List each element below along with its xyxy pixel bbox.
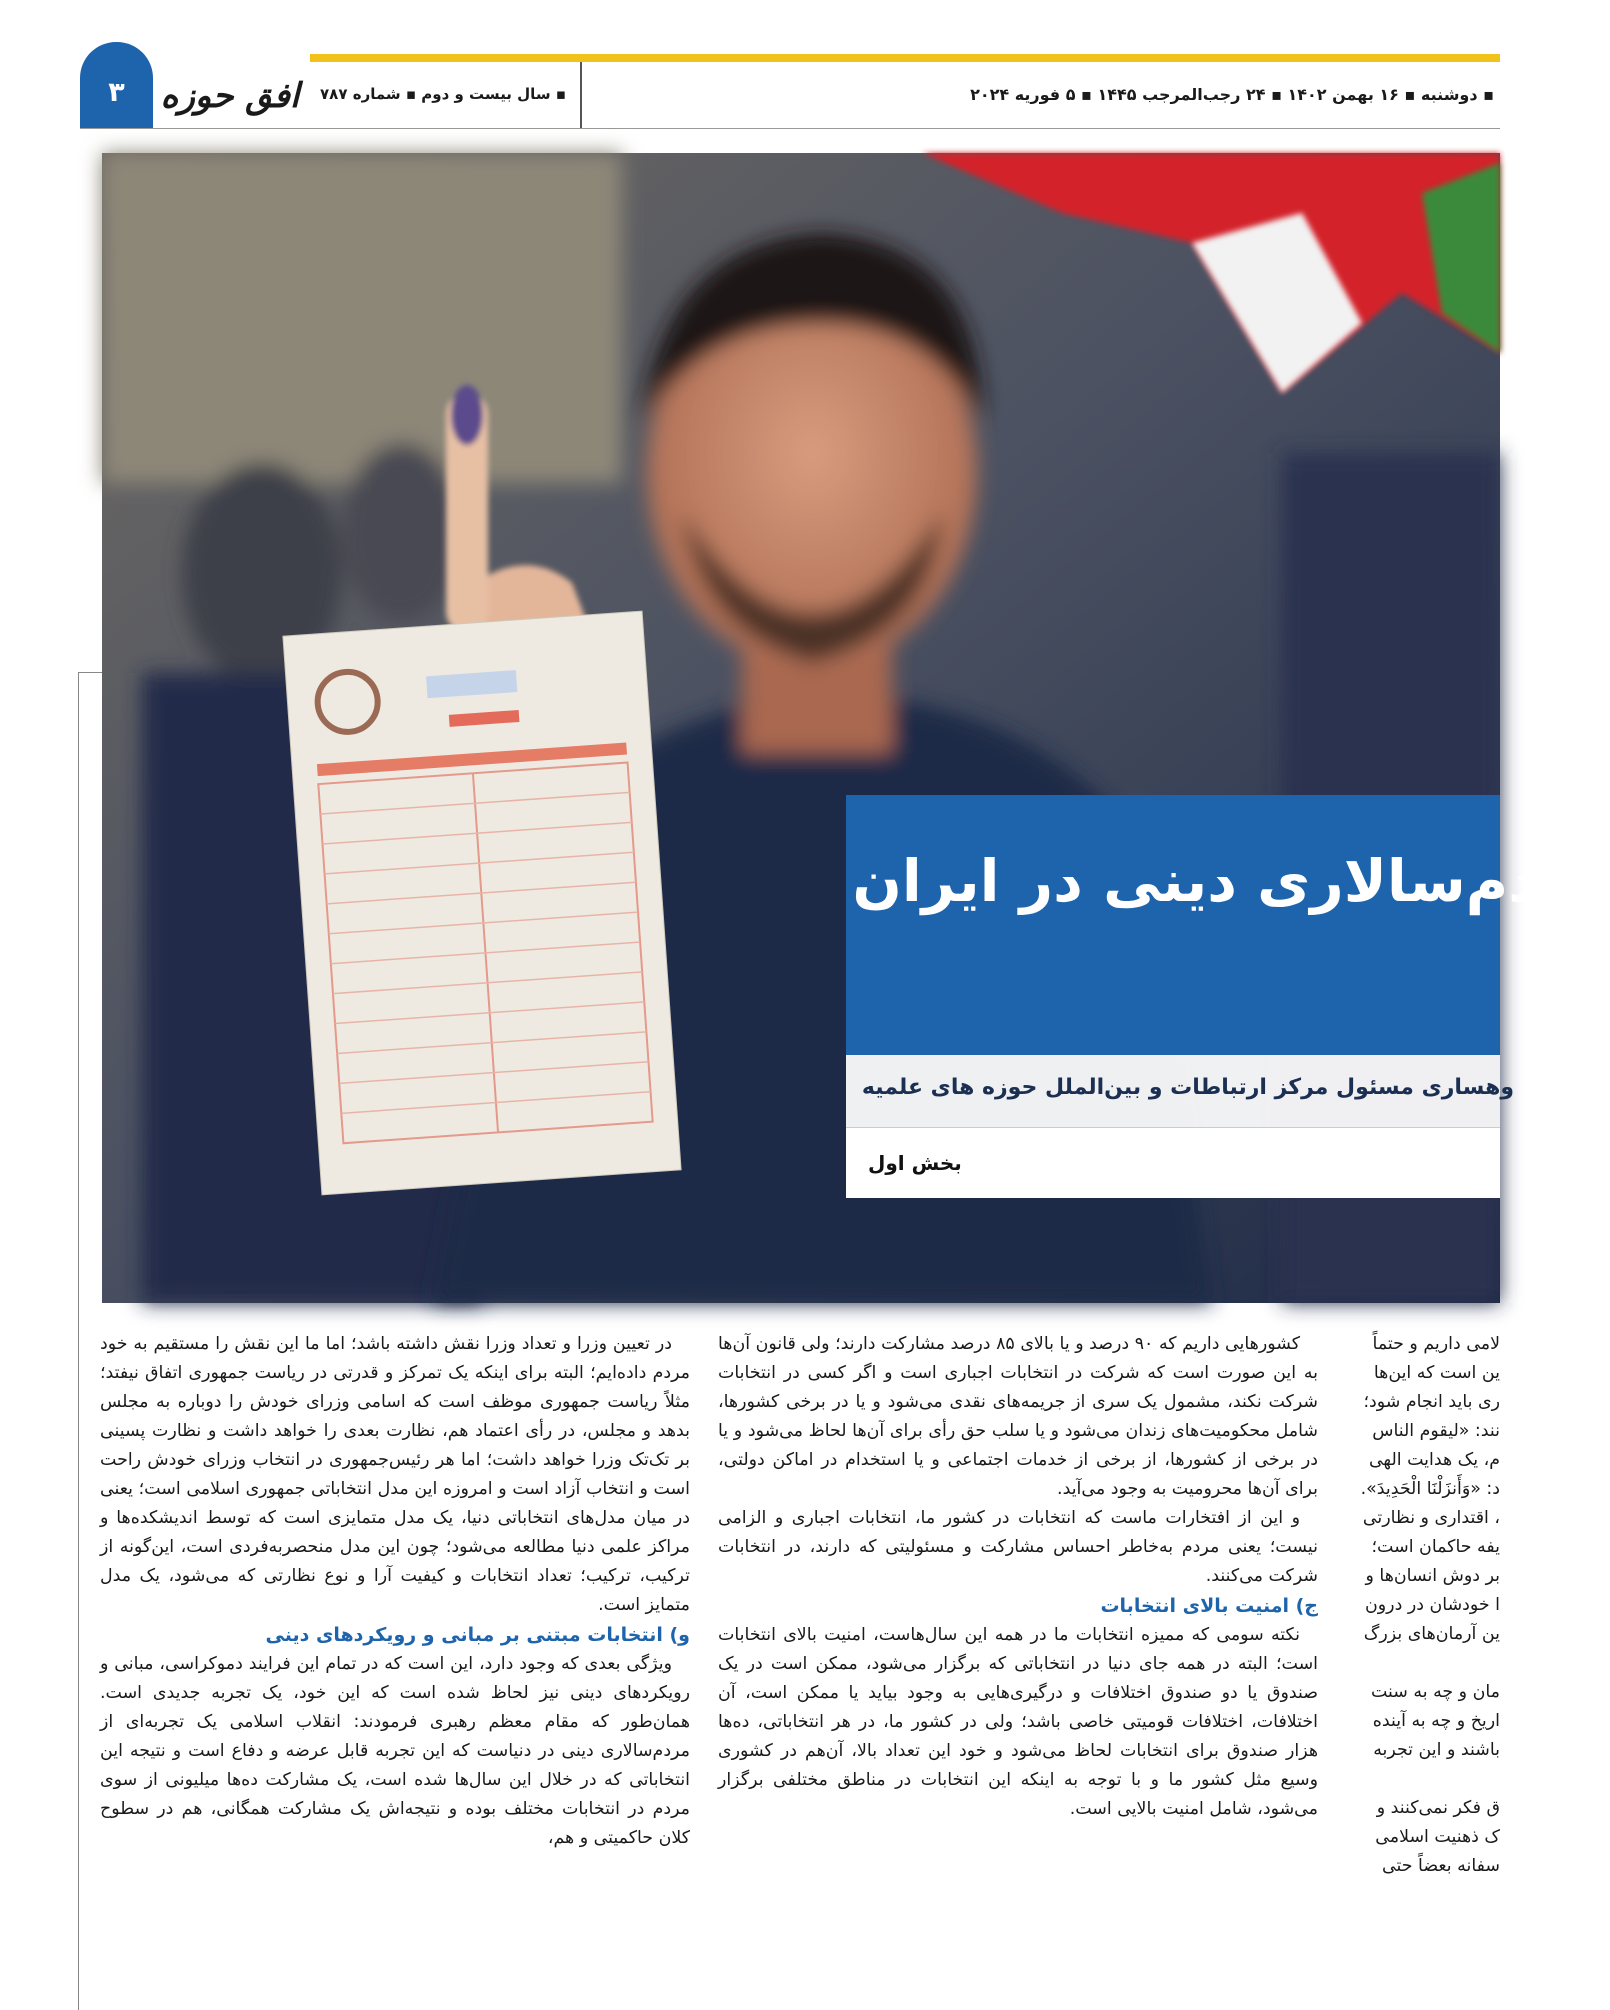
headline — [850, 835, 1610, 1019]
headline-line-2: ی — [1556, 939, 1610, 1007]
paragraph: نکته سومی که ممیزه انتخابات ما در همه این سال‌هاست، امنیت بالای انتخابات است؛ البته در همه جای دنیا در انتخاباتی که برگزار می‌شود، ممکن است در یک صندوق یا دو صندوق اختلافات و درگیری‌هایی به وجود بیاید یا ممکن است، آن اختلافات، اختلافات قومیتی خاصی باشد؛ ولی در کشور ما، در هر انتخاباتی، ده‌ها هزار صندوق برای انتخابات لحاظ می‌شود و خود این تعداد بالا، آن‌هم در کشوری وسیع مثل کشور ما و با توجه به اینکه این انتخابات در مناطق مختلفی برگزار می‌شود، شامل امنیت بالایی است. — [718, 1625, 1318, 1819]
text-column-middle — [718, 1330, 1318, 2010]
text-line: ، اقتداری و نظارتی — [1362, 1508, 1500, 1528]
page-number: ۳ — [108, 76, 125, 108]
header-accent-line — [310, 54, 1500, 62]
page-number-tab — [80, 42, 153, 128]
text-line: د: «وَأَنزَلْنَا الْحَدِيدَ». — [1360, 1479, 1500, 1499]
paragraph: در تعیین وزرا و تعداد وزرا نقش داشته باشد؛ اما ما این نقش را مستقیم به خود مردم داده‌ایم؛ البته برای اینکه یک تمرکز و قدرتی در ریاست جمهوری اتفاق نیفتد؛ مثلاً ریاست جمهوری موظف است که اسامی وزرای خودش را دوباره به مجلس بدهد و مجلس، در رأی اعتماد هم، نظارت بعدی را خواهد داشت و نظارت پسینی بر تک‌تک وزرا خواهد داشت؛ اما هر رئیس‌جمهوری در انتخاب وزرای خودش راحت است و انتخاب آزاد است و امروزه این مدل انتخاباتی جمهوری اسلامی است؛ یعنی در میان مدل‌های انتخاباتی دنیا، یک مدل متمایزی است که توسط اندیشکده‌ها و مراکز علمی دنیا مطالعه می‌شود؛ چون این مدل منحصربه‌فردی است، این‌گونه از ترکیب، ترکیب؛ تعداد انتخابات و کیفیت آرا و نوع نظارتی که می‌شود، یک مدل متمایز است. — [100, 1334, 690, 1615]
text-line — [1340, 1649, 1500, 1678]
text-line: ری باید انجام شود؛ — [1363, 1392, 1500, 1412]
column-side-rule — [78, 672, 79, 2010]
section-heading: ج) امنیت بالای انتخابات — [1100, 1595, 1318, 1617]
text-line: لامی داریم و حتماً — [1372, 1334, 1500, 1354]
text-line: ق فکر نمی‌کنند و — [1376, 1798, 1500, 1818]
author-bar — [846, 1055, 1514, 1127]
text-line: ک ذهنیت اسلامی — [1375, 1827, 1500, 1847]
headline-panel — [846, 795, 1610, 1055]
column-side-tick — [78, 672, 102, 673]
headline-line-1: مردم‌سالاری دینی در ایران — [852, 847, 1610, 915]
text-line — [1340, 1765, 1500, 1794]
author-line: وهساری مسئول مرکز ارتباطات و بین‌الملل حوزه های علمیه — [861, 1075, 1514, 1100]
section-heading: و) انتخابات مبتنی بر مبانی و رویکردهای دینی — [265, 1624, 690, 1646]
text-line: مان و چه به سنت — [1370, 1682, 1500, 1702]
text-line: باشند و این تجربه — [1373, 1740, 1500, 1760]
issue-info: ▪ سال بیست و دوم ▪ شماره ۷۸۷ — [320, 85, 566, 103]
header-rule — [80, 128, 1500, 129]
text-line: سفانه بعضاً حتی — [1382, 1856, 1500, 1876]
text-line: ین است که این‌ها — [1373, 1363, 1500, 1383]
part-bar — [846, 1127, 1500, 1198]
text-column-right-cut — [1340, 1330, 1500, 2010]
text-line: م، یک هدایت الهی — [1368, 1450, 1500, 1470]
paragraph: کشورهایی داریم که ۹۰ درصد و یا بالای ۸۵ درصد مشارکت دارند؛ ولی قانون آن‌ها به این صورت است که شرکت در انتخابات اجباری است و اگر کسی در انتخابات شرکت نکند، مشمول یک سری از جریمه‌های نقدی می‌شود و یا در برخی کشورها، شامل محکومیت‌های زندان می‌شود و یا سلب حق رأی برای آن‌ها لحاظ می‌شود و یا در برخی از کشورها، از برخی از خدمات اجتماعی و یا استخدام در اماکن دولتی، برای آن‌ها محرومیت به وجود می‌آید. — [718, 1334, 1318, 1499]
text-line: اریخ و چه به آینده — [1372, 1711, 1500, 1731]
text-line: ا خودشان در درون — [1365, 1595, 1500, 1615]
text-line: نند: «لیقوم الناس — [1372, 1421, 1500, 1441]
text-line: یفه حاکمان است؛ — [1371, 1537, 1500, 1557]
text-column-left — [100, 1330, 690, 2010]
paragraph: و این از افتخارات ماست که انتخابات در کشور ما، انتخابات اجباری و الزامی نیست؛ یعنی مردم به‌خاطر احساس مشارکت و مسئولیتی که دارند، در انتخابات شرکت می‌کنند. — [718, 1508, 1318, 1586]
header-divider — [580, 62, 582, 128]
part-label: بخش اول — [868, 1151, 962, 1175]
text-line: بر دوش انسان‌ها و — [1365, 1566, 1500, 1586]
header-info-bar — [310, 62, 1500, 126]
paragraph: ویژگی بعدی که وجود دارد، این است که در تمام این فرایند دموکراسی، مبانی و رویکردهای دینی نیز لحاظ شده است که این خود، یک تجربه جدیدی است. همان‌طور که مقام معظم رهبری فرمودند: انقلاب اسلامی یک تجربه‌ای از مردم‌سالاری دینی در دنیاست که این تجربه قابل عرضه و دفاع است و نتیجه این انتخاباتی که در خلال این سال‌ها شده است، یک مشارکت ده‌ها میلیونی از سوی مردم در انتخابات مختلف بوده و نتیجه‌اش یک مشارکت همگانی، هم در سطوح کلان حاکمیتی و هم، — [100, 1654, 690, 1848]
text-line: ین آرمان‌های بزرگ — [1363, 1624, 1500, 1644]
publication-logo: افق حوزه — [160, 76, 300, 116]
issue-date: ▪ دوشنبه ▪ ۱۶ بهمن ۱۴۰۲ ▪ ۲۴ رجب‌المرجب ۱۴۴۵ ▪ ۵ فوریه ۲۰۲۴ — [970, 84, 1494, 104]
